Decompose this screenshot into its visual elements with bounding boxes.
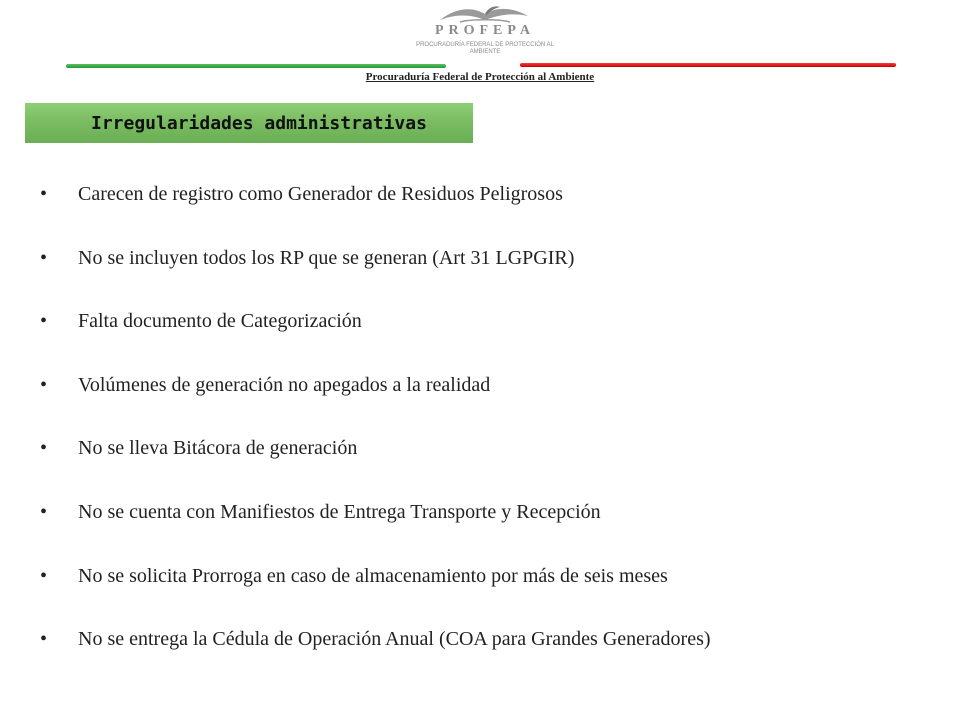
bullet-icon: • bbox=[40, 628, 48, 651]
list-item-text: No se solicita Prorroga en caso de almacenamiento por más de seis meses bbox=[78, 564, 668, 587]
list-item bbox=[40, 430, 940, 494]
list-item-text: Volúmenes de generación no apegados a la realidad bbox=[78, 373, 491, 396]
green-divider bbox=[66, 64, 446, 68]
bullet-icon: • bbox=[40, 564, 48, 587]
list-item bbox=[40, 240, 940, 304]
logo-subtitle: PROCURADURÍA FEDERAL DE PROTECCIÓN AL AMBIENTE bbox=[416, 42, 554, 55]
list-item-text: Falta documento de Categorización bbox=[78, 310, 362, 333]
list-item-text: No se cuenta con Manifiestos de Entrega Transporte y Recepción bbox=[78, 500, 601, 523]
agency-name: Procuraduría Federal de Protección al Ambiente bbox=[365, 71, 595, 83]
list-item bbox=[40, 176, 940, 240]
profepa-logo bbox=[410, 2, 560, 62]
list-item-text: Carecen de registro como Generador de Residuos Peligrosos bbox=[78, 183, 563, 205]
list-item-text: No se lleva Bitácora de generación bbox=[78, 437, 358, 460]
bullet-icon: • bbox=[40, 310, 48, 333]
list-item bbox=[40, 621, 940, 685]
red-divider bbox=[520, 63, 896, 67]
list-item bbox=[40, 367, 940, 431]
logo-wordmark: PROFEPA bbox=[434, 23, 536, 38]
bullet-icon: • bbox=[40, 437, 48, 460]
bullet-icon: • bbox=[40, 183, 48, 205]
section-title: Irregularidades administrativas bbox=[91, 113, 427, 134]
list-item-text: No se entrega la Cédula de Operación Anual (COA para Grandes Generadores) bbox=[78, 628, 711, 651]
list-item bbox=[40, 494, 940, 558]
section-banner bbox=[25, 103, 473, 143]
bullet-icon: • bbox=[40, 373, 48, 396]
list-item bbox=[40, 303, 940, 367]
bullet-icon: • bbox=[40, 246, 48, 269]
bullet-icon: • bbox=[40, 500, 48, 523]
list-item-text: No se incluyen todos los RP que se generan (Art 31 LGPGIR) bbox=[78, 246, 575, 269]
irregularities-list bbox=[40, 176, 940, 685]
list-item bbox=[40, 558, 940, 622]
